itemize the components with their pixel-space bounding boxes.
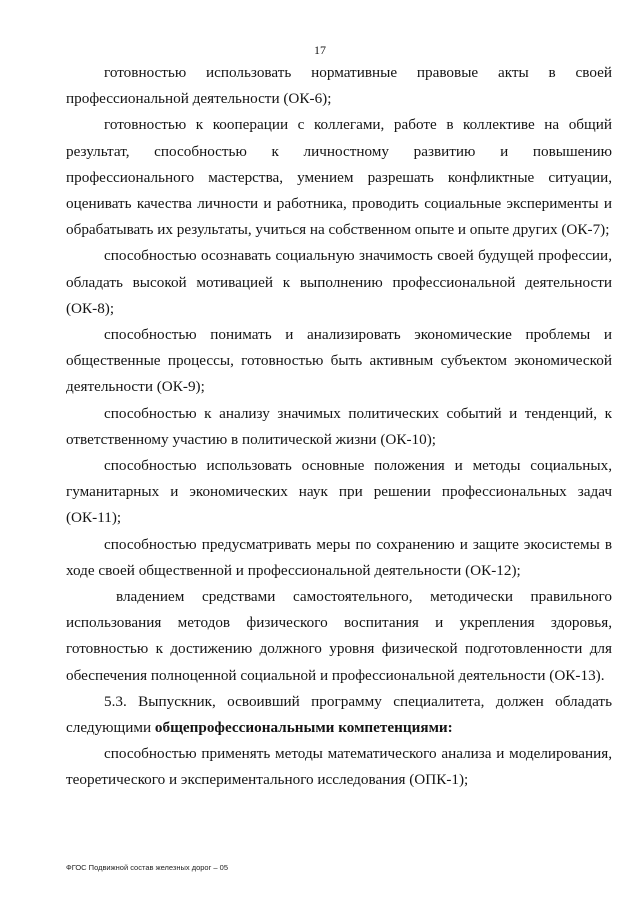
page-number: 17: [314, 43, 326, 57]
paragraph-ok-8: способностью осознавать социальную значимость своей будущей профессии, обладать высокой мотивацией к выполнению профессиональной деятельности (ОК-8);: [66, 247, 612, 317]
document-body: [66, 60, 612, 794]
page-footer: ФГОС Подвижной состав железных дорог – 05: [66, 863, 229, 872]
paragraph-ok-7: готовностью к кооперации с коллегами, работе в коллективе на общий результат, способностью к личностному развитию и повышению профессионального мастерства, умением разрешать конфликтные ситуации, оценивать качества личности и работника, проводить социальные эксперименты и обрабатывать их результаты, учиться на собственном опыте и опыте других (ОК-7);: [66, 116, 612, 239]
paragraph-ok-13: владением средствами самостоятельного, методически правильного использования методов физического воспитания и укрепления здоровья, готовностью к достижению должного уровня физической подготовленности для обеспечения полноценной социальной и профессиональной деятельности (ОК-13).: [66, 588, 612, 684]
paragraph-ok-9: способностью понимать и анализировать экономические проблемы и общественные процессы, готовностью быть активным субъектом экономической деятельности (ОК-9);: [66, 326, 612, 396]
paragraph-opk-1: способностью применять методы математического анализа и моделирования, теоретического и экспериментального исследования (ОПК-1);: [66, 745, 612, 789]
section-5-3-bold-text: общепрофессиональными компетенциями:: [154, 719, 453, 737]
section-5-3-text: 5.3. Выпускник, освоивший программу специалитета, должен обладать следующими: [66, 692, 612, 737]
paragraph-ok-10: способностью к анализу значимых политических событий и тенденций, к ответственному участию в политической жизни (ОК-10);: [66, 404, 612, 448]
paragraph-ok-12: способностью предусматривать меры по сохранению и защите экосистемы в ходе своей общественной и профессиональной деятельности (ОК-12);: [66, 535, 612, 579]
paragraph-ok-11: способностью использовать основные положения и методы социальных, гуманитарных и экономических наук при решении профессиональных задач (ОК-11);: [66, 457, 612, 527]
section-5-3-paragraph: [66, 689, 612, 741]
paragraph-ok-6: готовностью использовать нормативные правовые акты в своей профессиональной деятельности (ОК-6);: [66, 64, 612, 108]
